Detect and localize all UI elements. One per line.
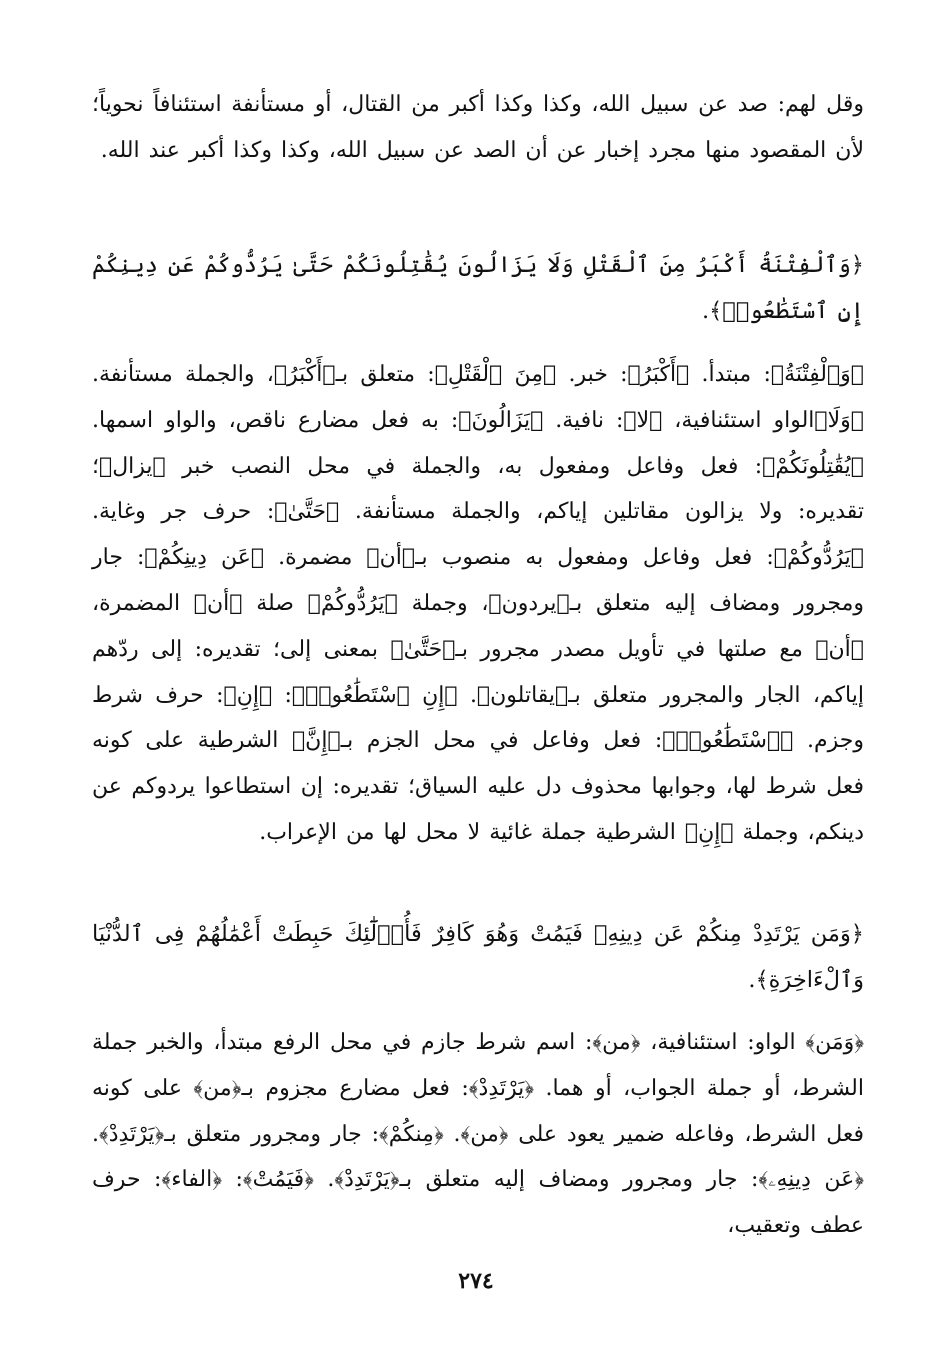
page-number: ٢٧٤: [458, 1268, 494, 1294]
verse-2-text: ﴿وَمَن يَرْتَدِدْ مِنكُمْ عَن دِينِهِۦ فَيَمُتْ وَهُوَ كَافِرٌ فَأُو۟لَٰٓئِكَ حَبِطَتْ أَعْمَٰلُهُمْ فِى ٱلدُّنْيَا وَٱلْءَاخِرَةِ﴾.: [92, 921, 864, 993]
quran-verse-2: [92, 912, 864, 1004]
intro-text: وقل لهم: صد عن سبيل الله، وكذا وكذا أكبر من القتال، أو مستأنفة استئنافاً نحوياً؛ لأن المقصود منها مجرد إخبار عن أن الصد عن سبيل الله، وكذا وكذا أكبر عند الله.: [92, 92, 864, 163]
grammatical-analysis-2: [92, 1020, 864, 1249]
analysis-1-text: ﴿وَٱلْفِتْنَةُ﴾: مبتدأ. ﴿أَكْبَرُ﴾: خبر. ﴿مِنَ ٱلْقَتْلِ﴾: متعلق بـ﴿أَكْبَرُ﴾، والجملة مستأنفة. ﴿وَلَا﴾الواو استئنافية، ﴿لا﴾: نافية. ﴿يَزَالُونَ﴾: به فعل مضارع ناقص، والواو اسمها. ﴿يُقَٰتِلُونَكُمْ﴾: فعل وفاعل ومفعول به، والجملة في محل النصب خبر ﴿يزال﴾؛ تقديره: ولا يزالون مقاتلين إياكم، والجملة مستأنفة. ﴿حَتَّىٰ﴾: حرف جر وغاية. ﴿يَرُدُّوكُمْ﴾: فعل وفاعل ومفعول به منصوب بـ﴿أن﴾ مضمرة. ﴿عَن دِينِكُمْ﴾: جار ومجرور ومضاف إليه متعلق بـ﴿يردون﴾، وجملة ﴿يَرُدُّوكُمْ﴾ صلة ﴿أن﴾ المضمرة، ﴿أن﴾ مع صلتها في تأويل مصدر مجرور بـ﴿حَتَّىٰ﴾ بمعنى إلى؛ تقديره: إلى ردّهم إياكم، الجار والمجرور متعلق بـ﴿يقاتلون﴾. ﴿إِنِ ٱسْتَطَٰعُوا۟﴾: ﴿إِنِ﴾: حرف شرط وجزم. ﴿ٱسْتَطَٰعُوا۟﴾: فعل وفاعل في محل الجزم بـ﴿إِنَّ﴾ الشرطية على كونه فعل شرط لها، وجوابها محذوف دل عليه السياق؛ تقديره: إن استطاعوا يردوكم عن دينكم، وجملة ﴿إِنِ﴾ الشرطية جملة غائية لا محل لها من الإعراب.: [92, 362, 864, 845]
analysis-2-text: ﴿وَمَن﴾ الواو: استئنافية، ﴿من﴾: اسم شرط جازم في محل الرفع مبتدأ، والخبر جملة الشرط، أو جملة الجواب، أو هما. ﴿يَرْتَدِدْ﴾: فعل مضارع مجزوم بـ﴿من﴾ على كونه فعل الشرط، وفاعله ضمير يعود على ﴿من﴾. ﴿مِنكُمْ﴾: جار ومجرور متعلق بـ﴿يَرْتَدِدْ﴾. ﴿عَن دِينِهِۦ﴾: جار ومجرور ومضاف إليه متعلق بـ﴿يَرْتَدِدْ﴾. ﴿فَيَمُتْ﴾: ﴿الفاء﴾: حرف عطف وتعقيب،: [92, 1030, 864, 1239]
intro-paragraph: [92, 82, 864, 174]
quran-verse-1: [92, 243, 864, 335]
verse-1-text: ﴿وَٱلْفِتْنَةُ أَكْبَرُ مِنَ ٱلْقَتْلِ وَلَا يَزَالُونَ يُقَٰتِلُونَكُمْ حَتَّىٰ يَرُدُّوكُمْ عَن دِينِكُمْ إِنِ ٱسْتَطَٰعُوا۟﴾.: [92, 252, 864, 324]
grammatical-analysis-1: [92, 352, 864, 856]
